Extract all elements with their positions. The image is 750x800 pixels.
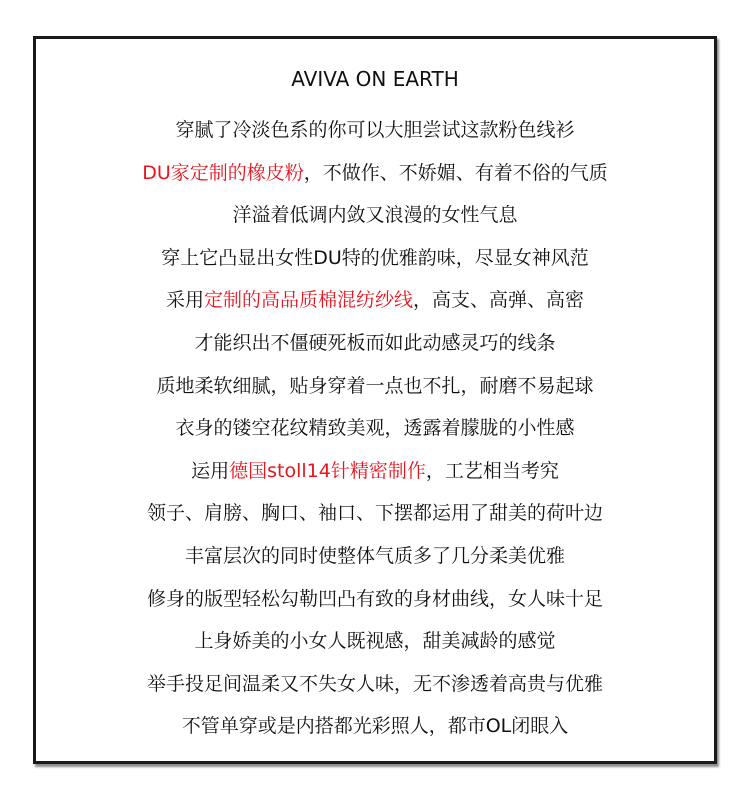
- description-line: [0, 626, 750, 669]
- description-line: [0, 498, 750, 541]
- line-text: 洋溢着低调内敛又浪漫的女性气息: [232, 204, 518, 227]
- highlighted-text: 德国stoll14针精密制作: [229, 459, 426, 482]
- description-line: [0, 328, 750, 371]
- description-line: [0, 711, 750, 754]
- line-text: 穿腻了冷淡色系的你可以大胆尝试这款粉色线衫: [175, 119, 575, 141]
- line-text: 上身娇美的小女人既视感，甜美减龄的感觉: [194, 630, 556, 653]
- description-line: [0, 115, 750, 158]
- line-text: ，高支、高弹、高密: [413, 289, 585, 312]
- description-line: [0, 200, 750, 243]
- description-line: [0, 158, 750, 201]
- description-line: [0, 584, 750, 627]
- line-text: ，工艺相当考究: [425, 459, 559, 482]
- page-title: AVIVA ON EARTH: [291, 67, 459, 91]
- line-text: 举手投足间温柔又不失女人味，无不渗透着高贵与优雅: [146, 672, 603, 695]
- description-line: [0, 541, 750, 584]
- description-line: [0, 371, 750, 414]
- line-text: 才能织出不僵硬死板而如此动感灵巧的线条: [194, 331, 556, 354]
- line-text: ，不做作、不娇媚、有着不俗的气质: [303, 161, 608, 184]
- highlighted-text: DU家定制的橡皮粉: [142, 161, 304, 184]
- description-line: [0, 243, 750, 286]
- line-text: 运用: [191, 459, 230, 482]
- description-lines: [0, 115, 750, 754]
- description-line: [0, 456, 750, 499]
- line-text: 采用: [165, 289, 204, 312]
- description-line: [0, 413, 750, 456]
- line-text: 领子、肩膀、胸口、袖口、下摆都运用了甜美的荷叶边: [146, 502, 603, 525]
- highlighted-text: 定制的高品质棉混纺纱线: [203, 289, 413, 312]
- line-text: 修身的版型轻松勾勒凹凸有致的身材曲线，女人味十足: [146, 587, 603, 610]
- line-text: 丰富层次的同时使整体气质多了几分柔美优雅: [184, 544, 565, 567]
- line-text: 质地柔软细腻，贴身穿着一点也不扎，耐磨不易起球: [156, 374, 594, 397]
- description-line: [0, 285, 750, 328]
- line-text: 不管单穿或是内搭都光彩照人，都市OL闭眼入: [181, 715, 569, 738]
- line-text: 衣身的镂空花纹精致美观，透露着朦胧的小性感: [175, 417, 575, 440]
- line-text: 穿上它凸显出女性DU特的优雅韵味，尽显女神风范: [161, 246, 589, 269]
- description-line: [0, 669, 750, 712]
